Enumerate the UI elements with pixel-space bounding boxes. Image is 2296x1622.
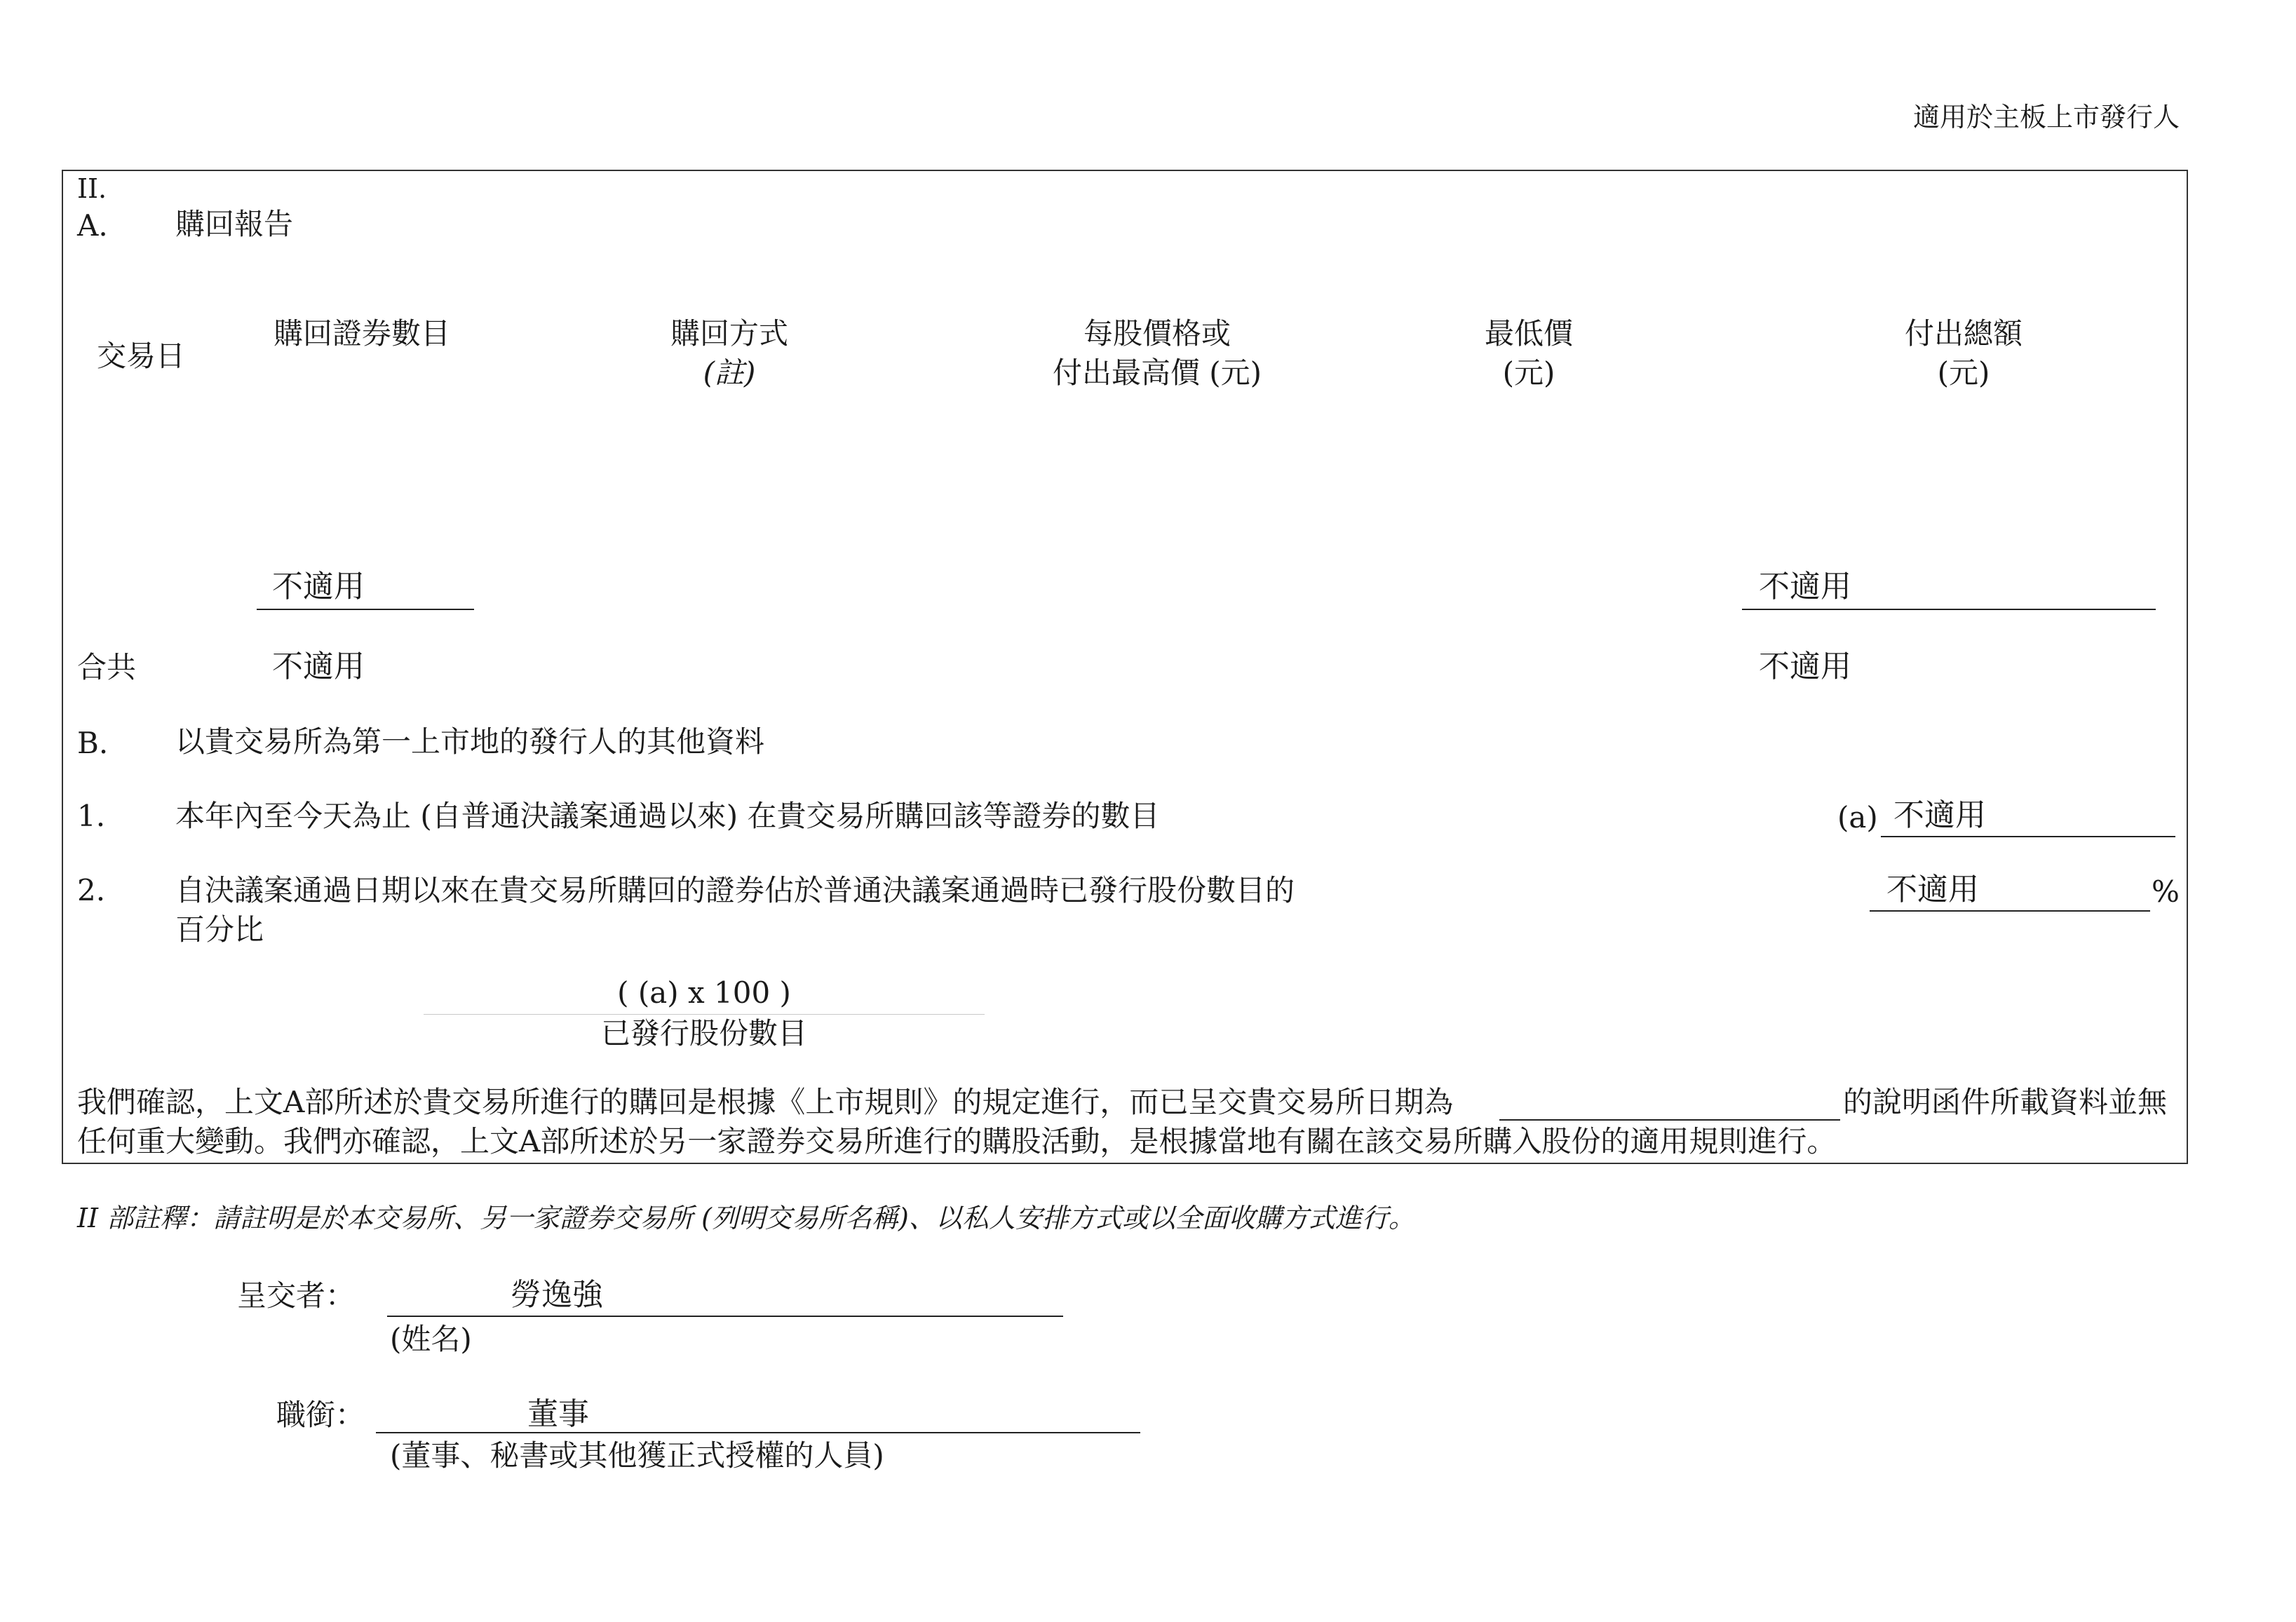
confirmation-line1-part1: 我們確認，上文A部所述於貴交易所進行的購回是根據《上市規則》的規定進行，而已呈交貴交易所日期為 (77, 1085, 1454, 1119)
confirmation-date-blank (1499, 1119, 1840, 1121)
footnote: II 部註釋：請註明是於本交易所、另一家證券交易所 (列明交易所名稱)、以私人安排方式或以全面收購方式進行。 (77, 1203, 1415, 1234)
total-row-label: 合共 (77, 650, 137, 684)
col-lowest-line2: (元) (1502, 356, 1555, 390)
total-row-securities: 不適用 (272, 649, 365, 684)
name-caption: (姓名) (390, 1322, 472, 1356)
col-method: 購回方式 (670, 316, 788, 351)
item2-underline (1870, 910, 2150, 912)
confirmation-line2: 任何重大變動。我們亦確認，上文A部所述於另一家證券交易所進行的購股活動，是根據當地有關在該交易所購入股份的適用規則進行。 (77, 1124, 1837, 1158)
title-caption: (董事、秘書或其他獲正式授權的人員) (390, 1438, 884, 1473)
col-method-note: (註) (703, 356, 756, 390)
section-b-title: 以貴交易所為第一上市地的發行人的其他資料 (175, 724, 765, 759)
col-total-line2: (元) (1937, 356, 1990, 390)
section-a-title: 購回報告 (175, 207, 294, 241)
applicability-label: 適用於主板上市發行人 (1912, 102, 2180, 133)
total-row-total: 不適用 (1759, 649, 1851, 684)
item1-number: 1. (77, 799, 106, 833)
col-securities-count: 購回證券數目 (274, 316, 451, 351)
row-securities-value: 不適用 (272, 569, 365, 604)
submitted-by-label: 呈交者： (237, 1278, 356, 1313)
confirmation-line1-part2: 的說明函件所載資料並無 (1843, 1085, 2168, 1119)
item2-text-line2: 百分比 (175, 912, 264, 947)
submitted-by-name: 勞逸強 (511, 1277, 603, 1313)
col-price-line1: 每股價格或 (1083, 316, 1231, 351)
item1-prefix: (a) (1837, 800, 1878, 834)
title-label: 職銜： (276, 1398, 365, 1432)
formula-numerator: ( (a) x 100 ) (617, 975, 791, 1010)
section-number: II. (77, 173, 107, 204)
col-price-line2: 付出最高價 (元) (1052, 356, 1262, 390)
row-total-underline (1742, 609, 2156, 610)
item2-value: 不適用 (1886, 872, 1979, 907)
item2-text-line1: 自決議案通過日期以來在貴交易所購回的證券佔於普通決議案通過時已發行股份數目的 (175, 873, 1295, 907)
item1-underline (1881, 836, 2175, 837)
formula-fraction-line (424, 1014, 985, 1015)
item2-percent: % (2152, 874, 2180, 909)
formula-denominator: 已發行股份數目 (600, 1016, 807, 1050)
col-trade-date: 交易日 (97, 339, 186, 373)
section-b-label: B. (77, 726, 109, 760)
title-value: 董事 (527, 1396, 589, 1432)
item1-text: 本年內至今天為止 (自普通決議案通過以來) 在貴交易所購回該等證券的數目 (175, 799, 1160, 833)
title-underline (376, 1432, 1140, 1433)
item2-number: 2. (77, 873, 106, 907)
col-lowest-line1: 最低價 (1484, 316, 1573, 351)
row-securities-underline (257, 609, 474, 610)
row-total-value: 不適用 (1759, 569, 1851, 604)
section-a-label: A. (77, 208, 108, 243)
item1-value: 不適用 (1893, 797, 1986, 833)
submitted-by-underline (387, 1316, 1063, 1317)
col-total-line1: 付出總額 (1904, 316, 2022, 351)
